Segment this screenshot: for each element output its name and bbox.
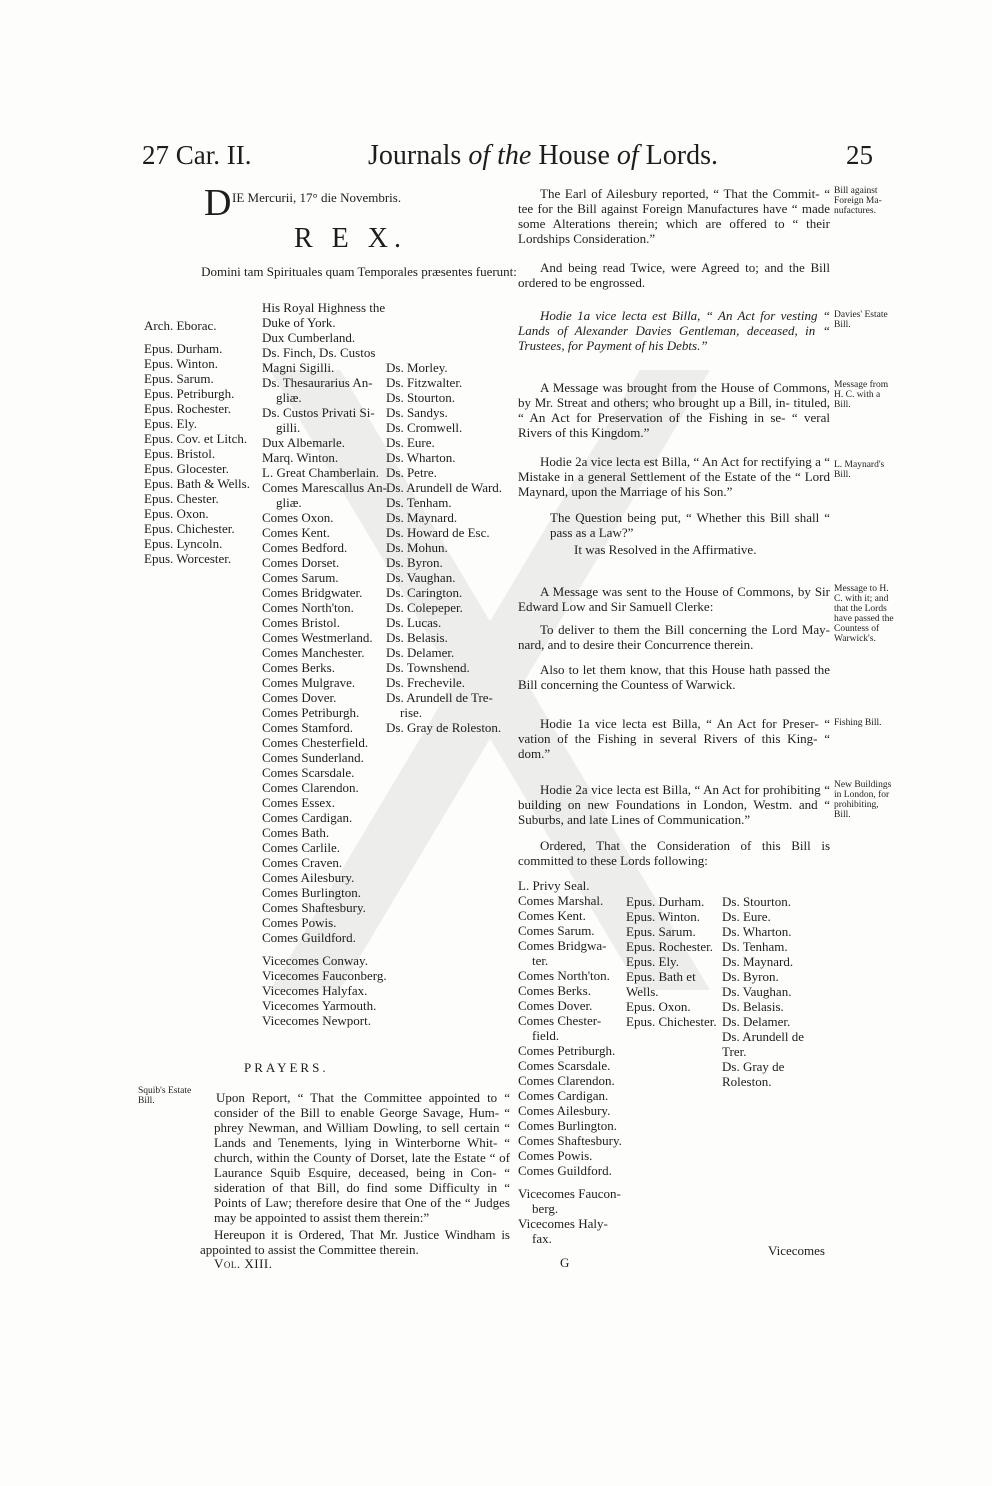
committee-baron: Ds. Tenham. (722, 939, 788, 954)
attendee-temporal: Comes Sarum. (262, 570, 339, 585)
attendee-baron: Ds. Delamer. (386, 645, 455, 660)
let-them-know: Also to let them know, that this House hath passed the Bill concerning the Countess of Warwick. (518, 662, 830, 692)
attendee-temporal: Dux Albemarle. (262, 435, 346, 450)
ailesbury-report: The Earl of Ailesbury reported, “ That the Commit- “ tee for the Bill against Foreign Manufactures have “ made some Alterations therein; which are offered to “ their Lordships Consideration.” (518, 186, 830, 246)
committee-earl: Comes Berks. (518, 983, 591, 998)
attendee-baron: Ds. Eure. (386, 435, 435, 450)
read-twice: And being read Twice, were Agreed to; and the Bill ordered to be engrossed. (518, 260, 830, 290)
maynard-bill: Hodie 2a vice lecta est Billa, “ An Act for rectifying a “ Mistake in a general Settlement of the Estate of the “ Lord Maynard, upon the Marriage of his Son.” (518, 454, 830, 499)
catchword: Vicecomes (768, 1243, 825, 1258)
attendee-temporal: Comes Kent. (262, 525, 330, 540)
watermark-text: BRITISH HISTORY ONLINE (460, 1477, 473, 1478)
attendee-temporal: Comes Scarsdale. (262, 765, 355, 780)
attendee-temporal: Comes Westmerland. (262, 630, 373, 645)
attendee-baron: Ds. Vaughan. (386, 570, 456, 585)
rex-heading: R E X. (294, 223, 407, 254)
signature-mark: G (560, 1255, 570, 1270)
committee-earl: Comes Burlington. (518, 1118, 617, 1133)
attendee-temporal: Vicecomes Yarmouth. (262, 998, 377, 1013)
committee-baron: Ds. Byron. (722, 969, 779, 984)
committee-earl: Comes Clarendon. (518, 1073, 615, 1088)
attendee-baron: Ds. Stourton. (386, 390, 455, 405)
attendee-temporal (262, 945, 387, 953)
attendee-temporal: Vicecomes Fauconberg. (262, 968, 387, 983)
committee-earl: Comes Ailesbury. (518, 1103, 611, 1118)
attendee-baron: Ds. Cromwell. (386, 420, 463, 435)
committee-bishop: Epus. Durham. (626, 894, 705, 909)
attendee-temporal: Comes Manchester. (262, 645, 365, 660)
committee-baron: Trer. (722, 1044, 747, 1059)
attendee-temporal: gilli. (276, 420, 301, 435)
attendee-baron: Ds. Frechevile. (386, 675, 466, 690)
committee-earl: Comes Shaftesbury. (518, 1133, 622, 1148)
committee-earl: Comes Cardigan. (518, 1088, 609, 1103)
committee-baron: Ds. Vaughan. (722, 984, 792, 999)
attendee-temporal: Comes Sunderland. (262, 750, 364, 765)
attendee-temporal: Comes Oxon. (262, 510, 334, 525)
committee-earl: Comes North'ton. (518, 968, 610, 983)
attendee-temporal: Magni Sigilli. (262, 360, 335, 375)
deliver-bill: To deliver to them the Bill concerning the Lord May- nard, and to desire their Concurrence therein. (518, 622, 830, 652)
committee-bishop: Epus. Bath et (626, 969, 696, 984)
attendee-bishop: Epus. Worcester. (144, 551, 232, 566)
attendee-bishop: Epus. Lyncoln. (144, 536, 223, 551)
attendee-baron: Ds. Arundell de Ward. (386, 480, 503, 495)
attendee-bishop: Epus. Rochester. (144, 401, 232, 416)
committee-baron: Ds. Belasis. (722, 999, 784, 1014)
margin-note-maynard: L. Maynard's Bill. (834, 460, 885, 480)
committee-bishop: Epus. Chichester. (626, 1014, 717, 1029)
attendee-temporal: Marq. Winton. (262, 450, 339, 465)
domini-line: Domini tam Spirituales quam Temporales præsentes fuerunt: (201, 264, 517, 279)
davies-bill: Hodie 1a vice lecta est Billa, “ An Act for vesting “ Lands of Alexander Davies Gentleman, deceased, in “ Trustees, for Payment of his Debts.” (518, 308, 830, 353)
attendee-baron: Ds. Belasis. (386, 630, 448, 645)
attendee-temporal: gliæ. (276, 390, 302, 405)
attendee-temporal: Comes North'ton. (262, 600, 354, 615)
attendee-baron: Ds. Maynard. (386, 510, 458, 525)
attendee-baron: Ds. Fitzwalter. (386, 375, 463, 390)
committee-earl: Comes Guildford. (518, 1163, 612, 1178)
committee-earl: Comes Chester- (518, 1013, 602, 1028)
committee-earl: Comes Kent. (518, 908, 586, 923)
committee-earl: ter. (532, 953, 549, 968)
attendee-temporal: Vicecomes Newport. (262, 1013, 371, 1028)
committee-earl: Comes Dover. (518, 998, 593, 1013)
attendee-temporal: His Royal Highness the (262, 300, 386, 315)
attendee-baron: Ds. Mohun. (386, 540, 448, 555)
header-title-word: of (468, 140, 491, 171)
attendee-bishop: Epus. Chester. (144, 491, 219, 506)
attendee-bishop: Epus. Cov. et Litch. (144, 431, 248, 446)
attendee-temporal: Comes Essex. (262, 795, 335, 810)
fishing-bill: Hodie 1a vice lecta est Billa, “ An Act for Preser- “ vation of the Fishing in several Rivers of this King- “ dom.” (518, 716, 830, 761)
ordered-committee: Ordered, That the Consideration of this Bill is committed to these Lords following: (518, 838, 830, 868)
attendee-temporal: Duke of York. (262, 315, 336, 330)
attendee-baron: rise. (400, 705, 423, 720)
page-number: 25 (846, 140, 873, 170)
squib-report: Upon Report, “ That the Committee appointed to “ consider of the Bill to enable George Savage, Hum- “ phrey Newman, and William Dowling, to sell certain “ Lands and Tenements, lying in Winterborne Whit- “ church, within the County of Dorset, late the Estate “ of Laurance Squib Esquire, deceased, being in Con- “ sideration of that Bill, do find some Difficulty in “ Points of Law; therefore desire that One of the “ Judges may be appointed to assist them therein:” (214, 1090, 510, 1225)
attendee-temporal: Comes Petriburgh. (262, 705, 360, 720)
attendee-baron: Ds. Wharton. (386, 450, 456, 465)
committee-earl: fax. (532, 1231, 552, 1246)
attendee-bishop: Epus. Bath & Wells. (144, 476, 250, 491)
attendee-temporal: Comes Powis. (262, 915, 337, 930)
committee-bishop: Epus. Sarum. (626, 924, 696, 939)
attendee-temporal: Comes Bedford. (262, 540, 348, 555)
attendee-temporal: Comes Ailesbury. (262, 870, 355, 885)
committee-bishop: Epus. Oxon. (626, 999, 691, 1014)
attendee-bishop: Epus. Winton. (144, 356, 218, 371)
attendee-temporal: Dux Cumberland. (262, 330, 356, 345)
committee-earl: Comes Bridgwa- (518, 938, 607, 953)
committee-bishop: Epus. Rochester. (626, 939, 714, 954)
attendee-temporal: Ds. Finch, Ds. Custos (262, 345, 376, 360)
attendee-temporal: Comes Bridgwater. (262, 585, 363, 600)
attendee-baron: Ds. Byron. (386, 555, 443, 570)
committee-baron: Ds. Wharton. (722, 924, 792, 939)
committee-baron: Ds. Delamer. (722, 1014, 791, 1029)
committee-column-earls (518, 878, 622, 1246)
attendee-baron: Ds. Morley. (386, 360, 448, 375)
committee-baron: Ds. Stourton. (722, 894, 791, 909)
buildings-bill: Hodie 2a vice lecta est Billa, “ An Act for prohibiting “ building on new Foundations in London, Westm. and “ Suburbs, and late Lines of Communication.” (518, 782, 830, 827)
attendee-temporal: Comes Berks. (262, 660, 335, 675)
header-title (368, 140, 718, 171)
attendee-temporal: Comes Bristol. (262, 615, 341, 630)
margin-note-fishing: Fishing Bill. (834, 718, 882, 728)
attendee-temporal: Comes Guildford. (262, 930, 356, 945)
attendee-baron: Ds. Sandys. (386, 405, 448, 420)
attendee-bishop: Epus. Oxon. (144, 506, 209, 521)
attendee-temporal: Comes Mulgrave. (262, 675, 356, 690)
committee-bishop: Epus. Winton. (626, 909, 700, 924)
attendee-temporal: Vicecomes Halyfax. (262, 983, 368, 998)
committee-earl: Comes Powis. (518, 1148, 593, 1163)
header-regnal-year: 27 Car. II. (142, 140, 252, 170)
question-put: The Question being put, “ Whether this Bill shall “ pass as a Law?” (550, 510, 830, 540)
margin-note-buildings: New Buildings in London, for prohibiting, Bill. (834, 780, 892, 820)
attendee-bishop: Epus. Durham. (144, 341, 223, 356)
attendee-temporal: L. Great Chamberlain. (262, 465, 379, 480)
committee-baron: Ds. Maynard. (722, 954, 794, 969)
margin-note-message-from: Message from H. C. with a Bill. (834, 380, 889, 410)
attendee-bishop (144, 333, 250, 341)
attendee-baron: Ds. Carington. (386, 585, 463, 600)
attendee-temporal: Vicecomes Conway. (262, 953, 368, 968)
attendee-bishop: Epus. Glocester. (144, 461, 229, 476)
attendee-temporal: Ds. Custos Privati Si- (262, 405, 375, 420)
attendance-column-bishops (144, 318, 250, 566)
volume-mark: Vol. XIII. (214, 1256, 273, 1271)
attendee-temporal: gliæ. (276, 495, 302, 510)
attendee-bishop: Arch. Eborac. (144, 318, 217, 333)
margin-note-squib: Squib's Estate Bill. (138, 1086, 192, 1106)
attendee-temporal: Comes Dorset. (262, 555, 340, 570)
committee-earl: Comes Sarum. (518, 923, 595, 938)
attendee-temporal: Comes Chesterfield. (262, 735, 369, 750)
attendee-temporal: Comes Stamford. (262, 720, 353, 735)
header-title-word: Lords. (645, 140, 718, 171)
committee-earl: Comes Marshal. (518, 893, 604, 908)
attendee-temporal: Comes Craven. (262, 855, 343, 870)
ordered-windham: Hereupon it is Ordered, That Mr. Justice Windham is appointed to assist the Committee therein. (200, 1227, 510, 1257)
header-title-word: Journals (368, 140, 462, 171)
attendee-temporal: Comes Cardigan. (262, 810, 353, 825)
committee-earl: L. Privy Seal. (518, 878, 590, 893)
message-from-commons: A Message was brought from the House of Commons, by Mr. Streat and others; who brought up a Bill, in- tituled, “ An Act for Preservation of the Fishing in se- “ veral Rivers of this Kingdom.” (518, 380, 830, 440)
attendee-temporal: Comes Dover. (262, 690, 337, 705)
committee-bishop: Epus. Ely. (626, 954, 679, 969)
attendee-baron: Ds. Howard de Esc. (386, 525, 490, 540)
attendee-baron: Ds. Petre. (386, 465, 437, 480)
attendee-baron: Ds. Gray de Roleston. (386, 720, 502, 735)
attendee-bishop: Epus. Chichester. (144, 521, 235, 536)
attendance-column-barons (386, 360, 502, 735)
attendance-column-temporal (262, 300, 387, 1028)
attendee-temporal: Comes Shaftesbury. (262, 900, 366, 915)
resolved-affirmative: It was Resolved in the Affirmative. (574, 542, 757, 557)
attendee-baron: Ds. Colepeper. (386, 600, 463, 615)
committee-baron: Ds. Gray de (722, 1059, 785, 1074)
attendee-temporal: Comes Carlile. (262, 840, 340, 855)
attendee-temporal: Ds. Thesaurarius An- (262, 375, 373, 390)
attendee-bishop: Epus. Ely. (144, 416, 197, 431)
message-to-commons: A Message was sent to the House of Commons, by Sir Edward Low and Sir Samuell Clerke: (518, 584, 830, 614)
committee-earl: field. (532, 1028, 560, 1043)
attendee-bishop: Epus. Bristol. (144, 446, 216, 461)
attendee-bishop: Epus. Sarum. (144, 371, 214, 386)
committee-earl: berg. (532, 1201, 559, 1216)
date-line: IE Mercurii, 17° die Novembris. (232, 190, 402, 205)
committee-earl (518, 1178, 622, 1186)
attendee-temporal: Comes Marescallus An- (262, 480, 387, 495)
attendee-temporal: Comes Burlington. (262, 885, 361, 900)
prayers-heading: PRAYERS. (244, 1060, 329, 1075)
attendee-temporal: Comes Bath. (262, 825, 330, 840)
committee-earl: Comes Petriburgh. (518, 1043, 616, 1058)
margin-note-manufactures: Bill against Foreign Ma- nufactures. (834, 186, 882, 216)
attendee-bishop: Epus. Petriburgh. (144, 386, 235, 401)
header-title-word: House (538, 140, 610, 171)
committee-baron: Ds. Eure. (722, 909, 771, 924)
committee-column-barons (722, 894, 804, 1089)
committee-baron: Ds. Arundell de (722, 1029, 804, 1044)
attendee-baron: Ds. Lucas. (386, 615, 442, 630)
committee-earl: Vicecomes Haly- (518, 1216, 608, 1231)
attendee-baron: Ds. Arundell de Tre- (386, 690, 493, 705)
header-title-word: the (497, 140, 532, 171)
attendee-baron: Ds. Townshend. (386, 660, 470, 675)
committee-earl: Comes Scarsdale. (518, 1058, 611, 1073)
drop-cap: D (204, 182, 232, 224)
committee-baron: Roleston. (722, 1074, 772, 1089)
committee-column-bishops (626, 894, 717, 1029)
margin-note-message-to: Message to H. C. with it; and that the Lords have passed the Countess of Warwick's. (834, 584, 894, 644)
attendee-baron: Ds. Tenham. (386, 495, 452, 510)
committee-earl: Vicecomes Faucon- (518, 1186, 621, 1201)
header-title-word: of (616, 140, 639, 171)
margin-note-davies: Davies' Estate Bill. (834, 310, 888, 330)
attendee-temporal: Comes Clarendon. (262, 780, 359, 795)
committee-bishop: Wells. (626, 984, 659, 999)
